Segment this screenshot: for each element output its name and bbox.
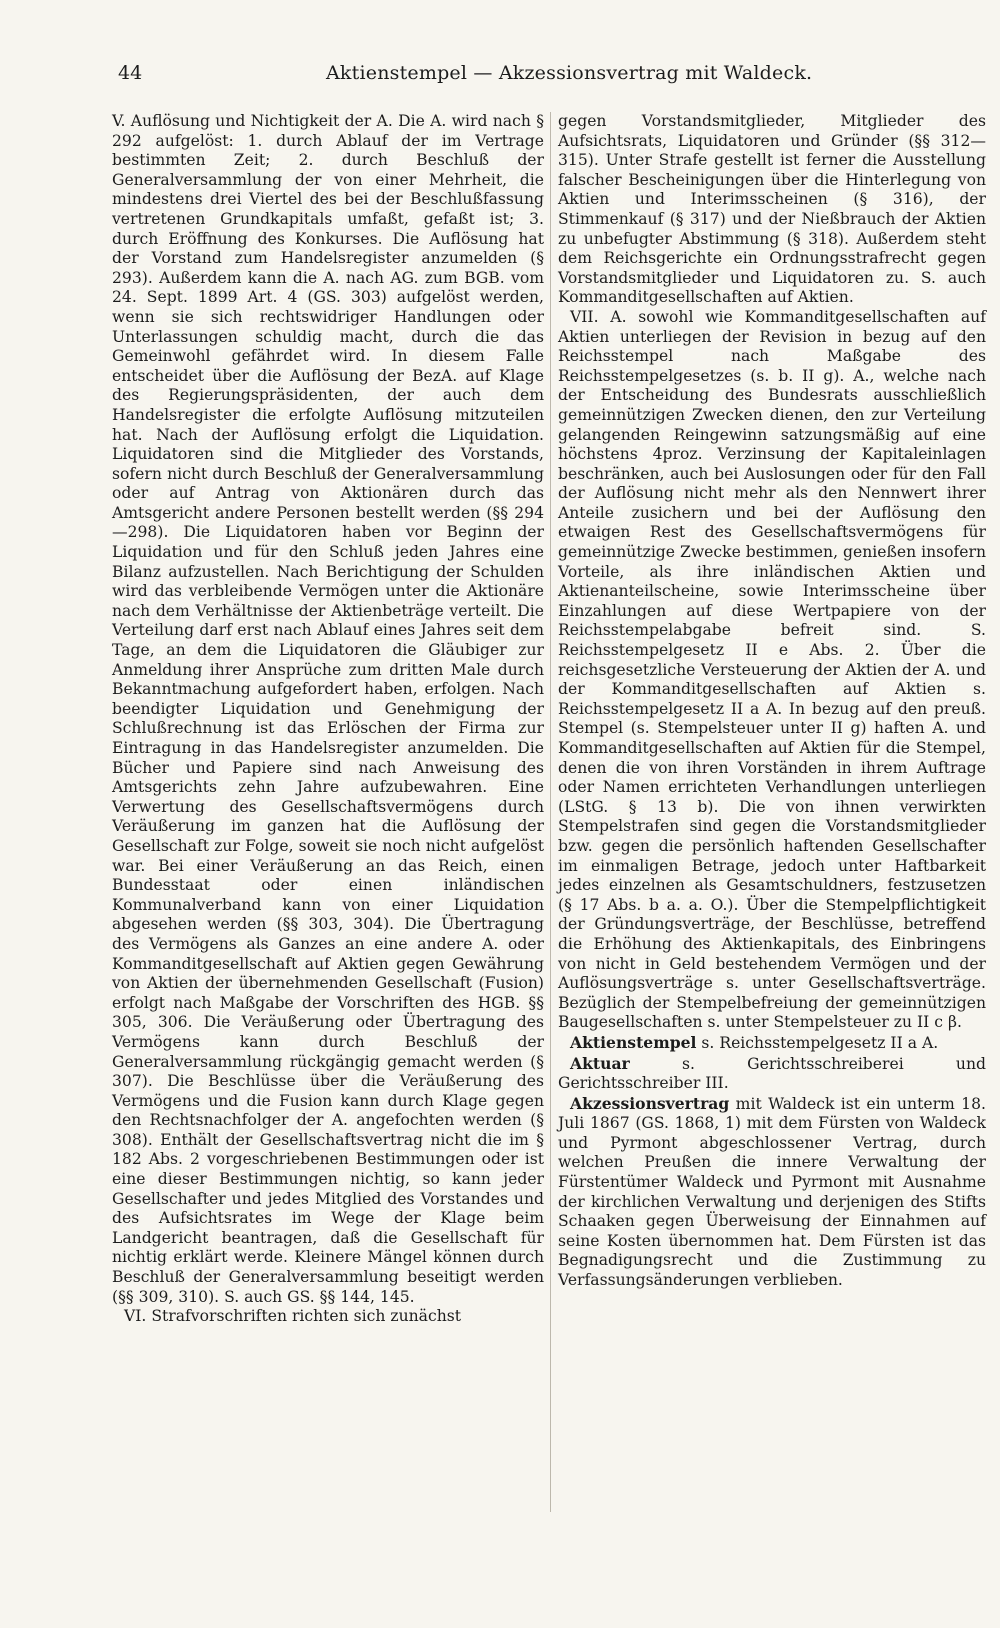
section-v-paragraph: V. Auflösung und Nichtigkeit der A. Die A. wird nach § 292 aufgelöst: 1. durch Ablauf der im Vertrage bestimmten Zeit; 2. durch Beschluß der Generalversammlung der von einer Mehrheit, die mindestens drei Viertel des bei der Beschlußfassung vertretenen Grundkapitals umfaßt, gefaßt ist; 3. durch Eröffnung des Konkurses. Die Auflösung hat der Vorstand zum Handelsregister anzumelden (§ 293). Außerdem kann die A. nach AG. zum BGB. vom 24. Sept. 1899 Art. 4 (GS. 303) aufgelöst werden, wenn sie sich rechtswidriger Handlungen oder Unterlassungen schuldig macht, durch die das Gemeinwohl gefährdet wird. In diesem Falle entscheidet über die Auflösung der BezA. auf Klage des Regierungspräsidenten, der auch dem Handelsregister die erfolgte Auflösung mitzuteilen hat. Nach der Auflösung erfolgt die Liquidation. Liquidatoren sind die Mitglieder des Vorstands, sofern nicht durch Beschluß der Generalversammlung oder auf Antrag von Aktionären durch das Amtsgericht andere Personen bestellt werden (§§ 294—298). Die Liquidatoren haben vor Beginn der Liquidation und für den Schluß jeden Jahres eine Bilanz aufzustellen. Nach Berichtigung der Schulden wird das verbleibende Vermögen unter die Aktionäre nach dem Verhältnisse der Aktienbeträge verteilt. Die Verteilung darf erst nach Ablauf eines Jahres seit dem Tage, an dem die Liquidatoren die Gläubiger zur Anmeldung ihrer Ansprüche zum dritten Male durch Bekanntmachung aufgefordert haben, erfolgen. Nach beendigter Liquidation und Genehmigung der Schlußrechnung ist das Erlöschen der Firma zur Eintragung in das Handelsregister anzumelden. Die Bücher und Papiere sind nach Anweisung des Amtsgerichts zehn Jahre aufzubewahren. Eine Verwertung des Gesellschaftsvermögens durch Veräußerung im ganzen hat die Auflösung der Gesellschaft zur Folge, soweit sie noch nicht aufgelöst war. Bei einer Veräußerung an das Reich, einen Bundesstaat oder einen inländischen Kommunalverband kann von einer Liquidation abgesehen werden (§§ 303, 304). Die Übertragung des Vermögens als Ganzes an eine andere A. oder Kommanditgesellschaft auf Aktien gegen Gewährung von Aktien der übernehmenden Gesellschaft (Fusion) erfolgt nach Maßgabe der Vorschriften des HGB. §§ 305, 306. Die Veräußerung oder Übertragung des Vermögens kann durch Beschluß der Generalversammlung rückgängig gemacht werden (§ 307). Die Beschlüsse über die Veräußerung des Vermögens und die Fusion kann durch Klage gegen den Rechtsnachfolger der A. angefochten werden (§ 308). Enthält der Gesellschaftsvertrag nicht die im § 182 Abs. 2 vorgeschriebenen Bestimmungen oder ist eine dieser Bestimmungen nichtig, so kann jeder Gesellschafter und jedes Mitglied des Vorstandes und des Aufsichtsrates im Wege der Klage beim Landgericht beantragen, daß die Gesellschaft für nichtig erklärt werde. Kleinere Mängel können durch Beschluß der Generalversammlung beseitigt werden (§§ 309, 310). S. auch GS. §§ 144, 145. [112, 112, 544, 1306]
right-column [558, 112, 986, 1291]
page-header [118, 60, 990, 90]
page-number: 44 [118, 62, 143, 84]
section-vi-continuation: gegen Vorstandsmitglieder, Mitglieder des Aufsichtsrats, Liquidatoren und Gründer (§§ 312—315). Unter Strafe gestellt ist ferner die Ausstellung falscher Bescheinigungen über die Hinterlegung von Aktien und Interimsscheinen (§ 316), der Stimmenkauf (§ 317) und der Nießbrauch der Aktien zu unbefugter Abstimmung (§ 318). Außerdem steht dem Reichsgerichte ein Ordnungsstrafrecht gegen Vorstandsmitglieder und Liquidatoren zu. S. auch Kommanditgesellschaften auf Aktien. [558, 112, 986, 307]
entry-akzessionsvertrag [558, 1094, 986, 1291]
headword-aktuar: Aktuar [570, 1053, 630, 1073]
entry-aktuar [558, 1054, 986, 1094]
section-vi-paragraph: VI. Strafvorschriften richten sich zunächst [124, 1307, 462, 1326]
entry-aktienstempel [558, 1033, 986, 1054]
section-vii-paragraph: VII. A. sowohl wie Kommanditgesellschaften auf Aktien unterliegen der Revision in bezug auf den Reichsstempel nach Maßgabe des Reichsstempelgesetzes (s. b. II g). A., welche nach der Entscheidung des Bundesrats ausschließlich gemeinnützigen Zwecken dienen, den zur Verteilung gelangenden Reingewinn satzungsmäßig auf eine höchstens 4proz. Verzinsung der Kapitaleinlagen beschränken, auch bei Auslosungen oder für den Fall der Auflösung nicht mehr als den Nennwert ihrer Anteile zusichern und bei der Auflösung den etwaigen Rest des Gesellschaftsvermögens für gemeinnützige Zwecke bestimmen, genießen insofern Vorteile, als ihre inländischen Aktien und Aktienanteilscheine, sowie Interimsscheine über Einzahlungen auf diese Wertpapiere von der Reichsstempelabgabe befreit sind. S. Reichsstempelgesetz II e Abs. 2. Über die reichsgesetzliche Versteuerung der Aktien der A. und der Kommanditgesellschaften auf Aktien s. Reichsstempelgesetz II a A. In bezug auf den preuß. Stempel (s. Stempelsteuer unter II g) haften A. und Kommanditgesellschaften auf Aktien für die Stempel, denen die von ihren Vorständen in ihrem Auftrage oder Namen errichteten Verhandlungen unterliegen (LStG. § 13 b). Die von ihnen verwirkten Stempelstrafen sind gegen die Vorstandsmitglieder bzw. gegen die persönlich haftenden Gesellschafter im einmaligen Betrage, jedoch unter Haftbarkeit jedes einzelnen als Gesamtschuldners, festzusetzen (§ 17 Abs. b a. a. O.). Über die Stempelpflichtigkeit der Gründungsverträge, der Beschlüsse, betreffend die Erhöhung des Aktienkapitals, des Einbringens von nicht in Geld bestehendem Vermögen und der Auflösungsverträge s. unter Gesellschaftsverträge. Bezüglich der Stempelbefreiung der gemeinnützigen Baugesellschaften s. unter Stempelsteuer zu II c β. [558, 307, 987, 1032]
column-divider [550, 112, 551, 1512]
entry-aktienstempel-text: s. Reichsstempelgesetz II a A. [701, 1033, 939, 1052]
left-column [112, 112, 544, 1327]
entry-akzessionsvertrag-text: mit Waldeck ist ein unterm 18. Juli 1867 (GS. 1868, 1) mit dem Fürsten von Waldeck und Pyrmont abgeschlossener Vertrag, durch welchen Preußen die innere Verwaltung der Fürstentümer Waldeck und Pyrmont mit Ausnahme der kirchlichen Verwaltung und derjenigen des Stifts Schaaken gegen Überweisung der Einnahmen auf seine Kosten übernommen hat. Dem Fürsten ist das Begnadigungsrecht und die Zustimmung zu Verfassungsänderungen verblieben. [558, 1094, 986, 1290]
headword-akzessionsvertrag: Akzessionsvertrag [570, 1093, 730, 1113]
entry-aktuar-text: s. Gerichtsschreiberei und Gerichtsschreiber III. [558, 1054, 986, 1093]
headword-aktienstempel: Aktienstempel [570, 1032, 697, 1052]
running-head: Aktienstempel — Akzessionsvertrag mit Waldeck. [326, 62, 813, 84]
